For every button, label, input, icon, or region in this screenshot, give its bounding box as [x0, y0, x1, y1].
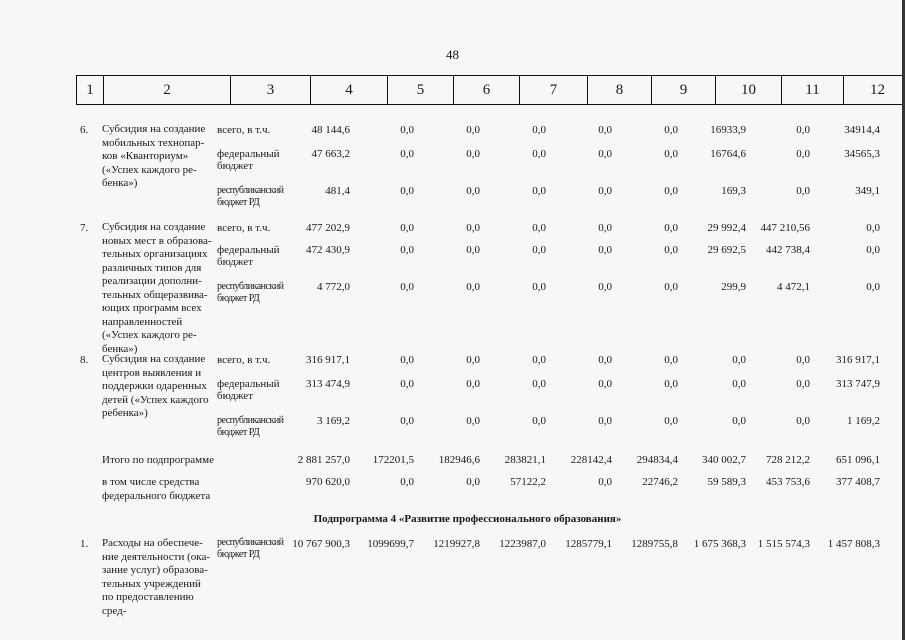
- funding-source: республиканский бюджет РД: [217, 281, 284, 304]
- column-number-2: 2: [104, 76, 231, 105]
- value-cell: 0,0: [732, 354, 746, 366]
- value-cell: 0,0: [598, 354, 612, 366]
- value-cell: 0,0: [532, 222, 546, 234]
- column-number-9: 9: [652, 76, 716, 105]
- value-cell: 313 474,9: [306, 378, 350, 390]
- funding-source: федеральный бюджет: [217, 244, 280, 268]
- row-description: Субсидия на создание центров выявления и поддержки одаренных детей («Успех каждого ребенка»): [102, 353, 209, 419]
- value-cell: 0,0: [866, 281, 880, 293]
- column-number-1: 1: [77, 76, 104, 105]
- value-cell: 0,0: [598, 185, 612, 197]
- value-cell: 0,0: [400, 244, 414, 256]
- value-cell: 10 767 900,3: [292, 538, 350, 550]
- value-cell: 1 675 368,3: [693, 538, 746, 550]
- column-number-12: 12: [844, 76, 905, 105]
- funding-source: республиканский бюджет РД: [217, 537, 284, 560]
- page-number: 48: [446, 47, 459, 62]
- value-cell: 0,0: [532, 378, 546, 390]
- value-cell: 453 753,6: [766, 476, 810, 488]
- value-cell: 0,0: [866, 244, 880, 256]
- value-cell: 1285779,1: [565, 538, 612, 550]
- value-cell: 0,0: [532, 244, 546, 256]
- value-cell: 0,0: [598, 148, 612, 160]
- value-cell: 1099699,7: [367, 538, 414, 550]
- value-cell: 0,0: [532, 124, 546, 136]
- value-cell: 0,0: [664, 222, 678, 234]
- value-cell: 1223987,0: [499, 538, 546, 550]
- column-number-3: 3: [231, 76, 311, 105]
- value-cell: 0,0: [466, 476, 480, 488]
- value-cell: 182946,6: [438, 454, 480, 466]
- value-cell: 0,0: [400, 185, 414, 197]
- column-number-11: 11: [782, 76, 844, 105]
- value-cell: 651 096,1: [836, 454, 880, 466]
- column-number-10: 10: [716, 76, 782, 105]
- value-cell: 0,0: [664, 244, 678, 256]
- value-cell: 0,0: [796, 124, 810, 136]
- funding-source: всего, в т.ч.: [217, 124, 271, 136]
- value-cell: 228142,4: [570, 454, 612, 466]
- value-cell: 172201,5: [372, 454, 414, 466]
- value-cell: 29 992,4: [707, 222, 746, 234]
- funding-source: федеральный бюджет: [217, 378, 280, 402]
- column-header-table: [76, 75, 905, 105]
- value-cell: 0,0: [466, 281, 480, 293]
- value-cell: 313 747,9: [836, 378, 880, 390]
- value-cell: 0,0: [400, 222, 414, 234]
- row-number: 7.: [80, 222, 89, 234]
- funding-source: республиканский бюджет РД: [217, 185, 284, 208]
- value-cell: 1 169,2: [847, 415, 880, 427]
- value-cell: 1 457 808,3: [827, 538, 880, 550]
- value-cell: 340 002,7: [702, 454, 746, 466]
- value-cell: 728 212,2: [766, 454, 810, 466]
- value-cell: 316 917,1: [836, 354, 880, 366]
- value-cell: 47 663,2: [311, 148, 350, 160]
- value-cell: 0,0: [598, 281, 612, 293]
- row-description: Субсидия на создание мобильных технопар-ков «Кванториум» («Успех каждого ре-бенка»): [102, 123, 206, 189]
- value-cell: 0,0: [466, 354, 480, 366]
- value-cell: 0,0: [598, 244, 612, 256]
- value-cell: 0,0: [466, 185, 480, 197]
- value-cell: 299,9: [721, 281, 746, 293]
- value-cell: 1219927,8: [433, 538, 480, 550]
- value-cell: 0,0: [532, 415, 546, 427]
- value-cell: 0,0: [796, 415, 810, 427]
- value-cell: 0,0: [866, 222, 880, 234]
- value-cell: 0,0: [732, 378, 746, 390]
- value-cell: 0,0: [796, 354, 810, 366]
- value-cell: 1 515 574,3: [757, 538, 810, 550]
- value-cell: 2 881 257,0: [297, 454, 350, 466]
- funding-source: всего, в т.ч.: [217, 222, 271, 234]
- value-cell: 0,0: [466, 415, 480, 427]
- value-cell: 0,0: [466, 244, 480, 256]
- value-cell: 477 202,9: [306, 222, 350, 234]
- value-cell: 0,0: [664, 415, 678, 427]
- value-cell: 16764,6: [710, 148, 746, 160]
- value-cell: 0,0: [400, 378, 414, 390]
- value-cell: 0,0: [796, 185, 810, 197]
- value-cell: 0,0: [466, 124, 480, 136]
- value-cell: 0,0: [400, 281, 414, 293]
- value-cell: 0,0: [598, 378, 612, 390]
- value-cell: 0,0: [532, 354, 546, 366]
- value-cell: 4 472,1: [777, 281, 810, 293]
- value-cell: 0,0: [466, 378, 480, 390]
- value-cell: 0,0: [664, 124, 678, 136]
- value-cell: 48 144,6: [311, 124, 350, 136]
- value-cell: 377 408,7: [836, 476, 880, 488]
- value-cell: 0,0: [598, 476, 612, 488]
- row-number: 1.: [80, 538, 89, 550]
- value-cell: 59 589,3: [707, 476, 746, 488]
- value-cell: 4 772,0: [317, 281, 350, 293]
- value-cell: 442 738,4: [766, 244, 810, 256]
- value-cell: 0,0: [598, 222, 612, 234]
- value-cell: 0,0: [732, 415, 746, 427]
- value-cell: 970 620,0: [306, 476, 350, 488]
- value-cell: 0,0: [796, 148, 810, 160]
- row-description: Субсидия на создание новых мест в образова-тельных организациях различных типов для реализации дополни-тельных общеразвива-ющих программ всех направленностей («Успех каждого ре-бенка»): [102, 221, 212, 355]
- value-cell: 34565,3: [844, 148, 880, 160]
- value-cell: 0,0: [664, 378, 678, 390]
- funding-source: республиканский бюджет РД: [217, 415, 284, 438]
- value-cell: 0,0: [532, 281, 546, 293]
- column-number-4: 4: [311, 76, 388, 105]
- column-number-6: 6: [454, 76, 520, 105]
- row-number: 8.: [80, 354, 89, 366]
- value-cell: 22746,2: [642, 476, 678, 488]
- value-cell: 0,0: [664, 354, 678, 366]
- value-cell: 1289755,8: [631, 538, 678, 550]
- value-cell: 57122,2: [510, 476, 546, 488]
- value-cell: 294834,4: [636, 454, 678, 466]
- value-cell: 0,0: [466, 148, 480, 160]
- value-cell: 447 210,56: [760, 222, 810, 234]
- value-cell: 16933,9: [710, 124, 746, 136]
- value-cell: 0,0: [532, 185, 546, 197]
- total-label: Итого по подпрограмме: [102, 454, 214, 466]
- value-cell: 0,0: [400, 415, 414, 427]
- funding-source: федеральный бюджет: [217, 148, 280, 172]
- row-number: 6.: [80, 124, 89, 136]
- value-cell: 3 169,2: [317, 415, 350, 427]
- value-cell: 349,1: [855, 185, 880, 197]
- value-cell: 0,0: [796, 378, 810, 390]
- column-number-5: 5: [388, 76, 454, 105]
- value-cell: 0,0: [400, 124, 414, 136]
- value-cell: 0,0: [400, 354, 414, 366]
- subprogram-title: Подпрограмма 4 «Развитие профессионального образования»: [313, 513, 622, 525]
- value-cell: 0,0: [598, 124, 612, 136]
- value-cell: 0,0: [532, 148, 546, 160]
- value-cell: 481,4: [325, 185, 350, 197]
- value-cell: 29 692,5: [707, 244, 746, 256]
- value-cell: 316 917,1: [306, 354, 350, 366]
- value-cell: 0,0: [664, 185, 678, 197]
- funding-source: всего, в т.ч.: [217, 354, 271, 366]
- column-number-8: 8: [588, 76, 652, 105]
- value-cell: 0,0: [400, 476, 414, 488]
- column-number-7: 7: [520, 76, 588, 105]
- value-cell: 0,0: [466, 222, 480, 234]
- value-cell: 0,0: [664, 281, 678, 293]
- federal-label: в том числе средства федерального бюджета: [102, 476, 211, 502]
- value-cell: 0,0: [664, 148, 678, 160]
- value-cell: 472 430,9: [306, 244, 350, 256]
- value-cell: 0,0: [598, 415, 612, 427]
- value-cell: 34914,4: [844, 124, 880, 136]
- value-cell: 169,3: [721, 185, 746, 197]
- value-cell: 0,0: [400, 148, 414, 160]
- value-cell: 283821,1: [504, 454, 546, 466]
- row-description: Расходы на обеспече-ние деятельности (ока-зание услуг) образова-тельных учреждений по предоставлению сред-: [102, 537, 211, 617]
